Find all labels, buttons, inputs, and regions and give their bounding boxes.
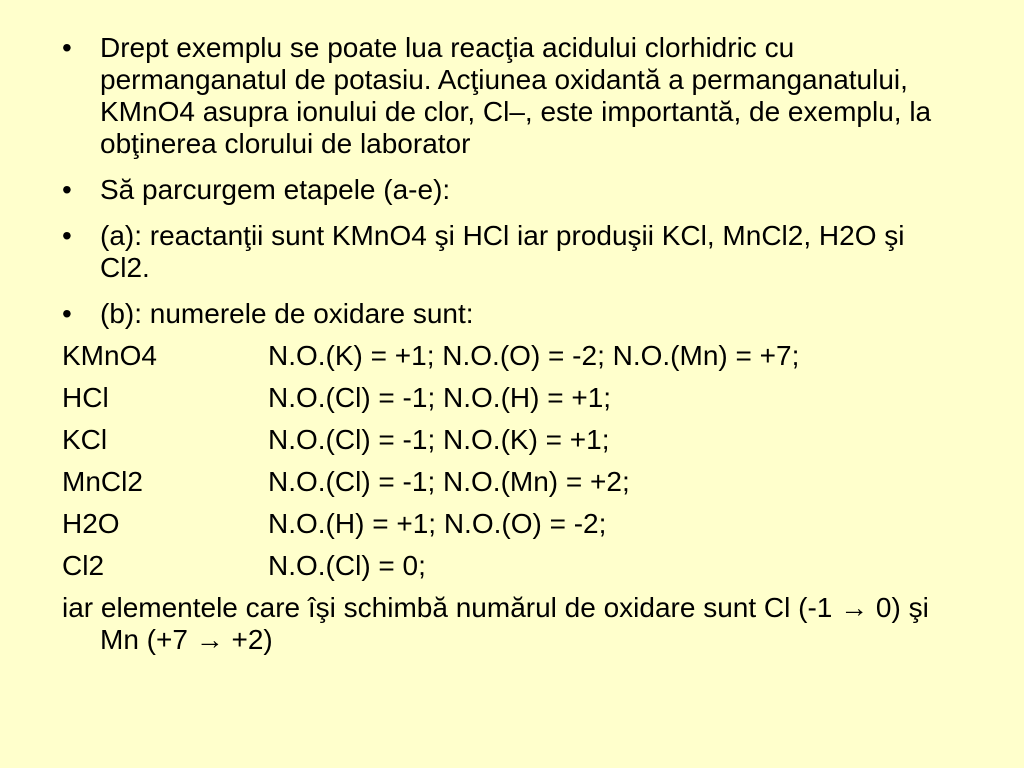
bullet-dot-icon: • [62,32,72,63]
bullet-item [62,174,962,206]
compound-formula: HCl [62,382,109,413]
bullet-text: (b): numerele de oxidare sunt: [100,298,474,329]
bullet-dot-icon: • [62,298,72,329]
slide-content [62,32,962,656]
conclusion-text: iar elementele care îşi schimbă numărul de oxidare sunt Cl (-1 → 0) şi Mn (+7 → +2) [62,592,929,655]
bullet-item [62,32,962,160]
bullet-item [62,298,962,330]
compound-formula: KMnO4 [62,340,157,371]
compound-formula: MnCl2 [62,466,143,497]
compound-formula: H2O [62,508,120,539]
compound-formula: Cl2 [62,550,105,581]
oxidation-values: N.O.(Cl) = -1; N.O.(H) = +1; [268,382,612,413]
oxidation-values: N.O.(K) = +1; N.O.(O) = -2; N.O.(Mn) = +7; [268,340,800,371]
bullet-item [62,220,962,284]
oxidation-values: N.O.(H) = +1; N.O.(O) = -2; [268,508,607,539]
oxidation-row [62,508,962,540]
oxidation-row [62,382,962,414]
oxidation-row [62,340,962,372]
oxidation-row [62,466,962,498]
oxidation-number-table [62,340,962,582]
oxidation-row [62,424,962,456]
compound-formula: KCl [62,424,108,455]
bullet-dot-icon: • [62,220,72,251]
bullet-dot-icon: • [62,174,72,205]
bullet-text: (a): reactanţii sunt KMnO4 şi HCl iar produşii KCl, MnCl2, H2O şi Cl2. [100,220,905,283]
oxidation-values: N.O.(Cl) = 0; [268,550,426,581]
oxidation-row [62,550,962,582]
bullet-text: Drept exemplu se poate lua reacţia acidului clorhidric cu permanganatul de potasiu. Acţiunea oxidantă a permanganatului, KMnO4 asupra ionului de clor, Cl–, este importantă, de exemplu, la obţinerea clorului de laborator [100,32,932,159]
oxidation-values: N.O.(Cl) = -1; N.O.(K) = +1; [268,424,610,455]
bullet-text: Să parcurgem etapele (a-e): [100,174,451,205]
oxidation-values: N.O.(Cl) = -1; N.O.(Mn) = +2; [268,466,630,497]
